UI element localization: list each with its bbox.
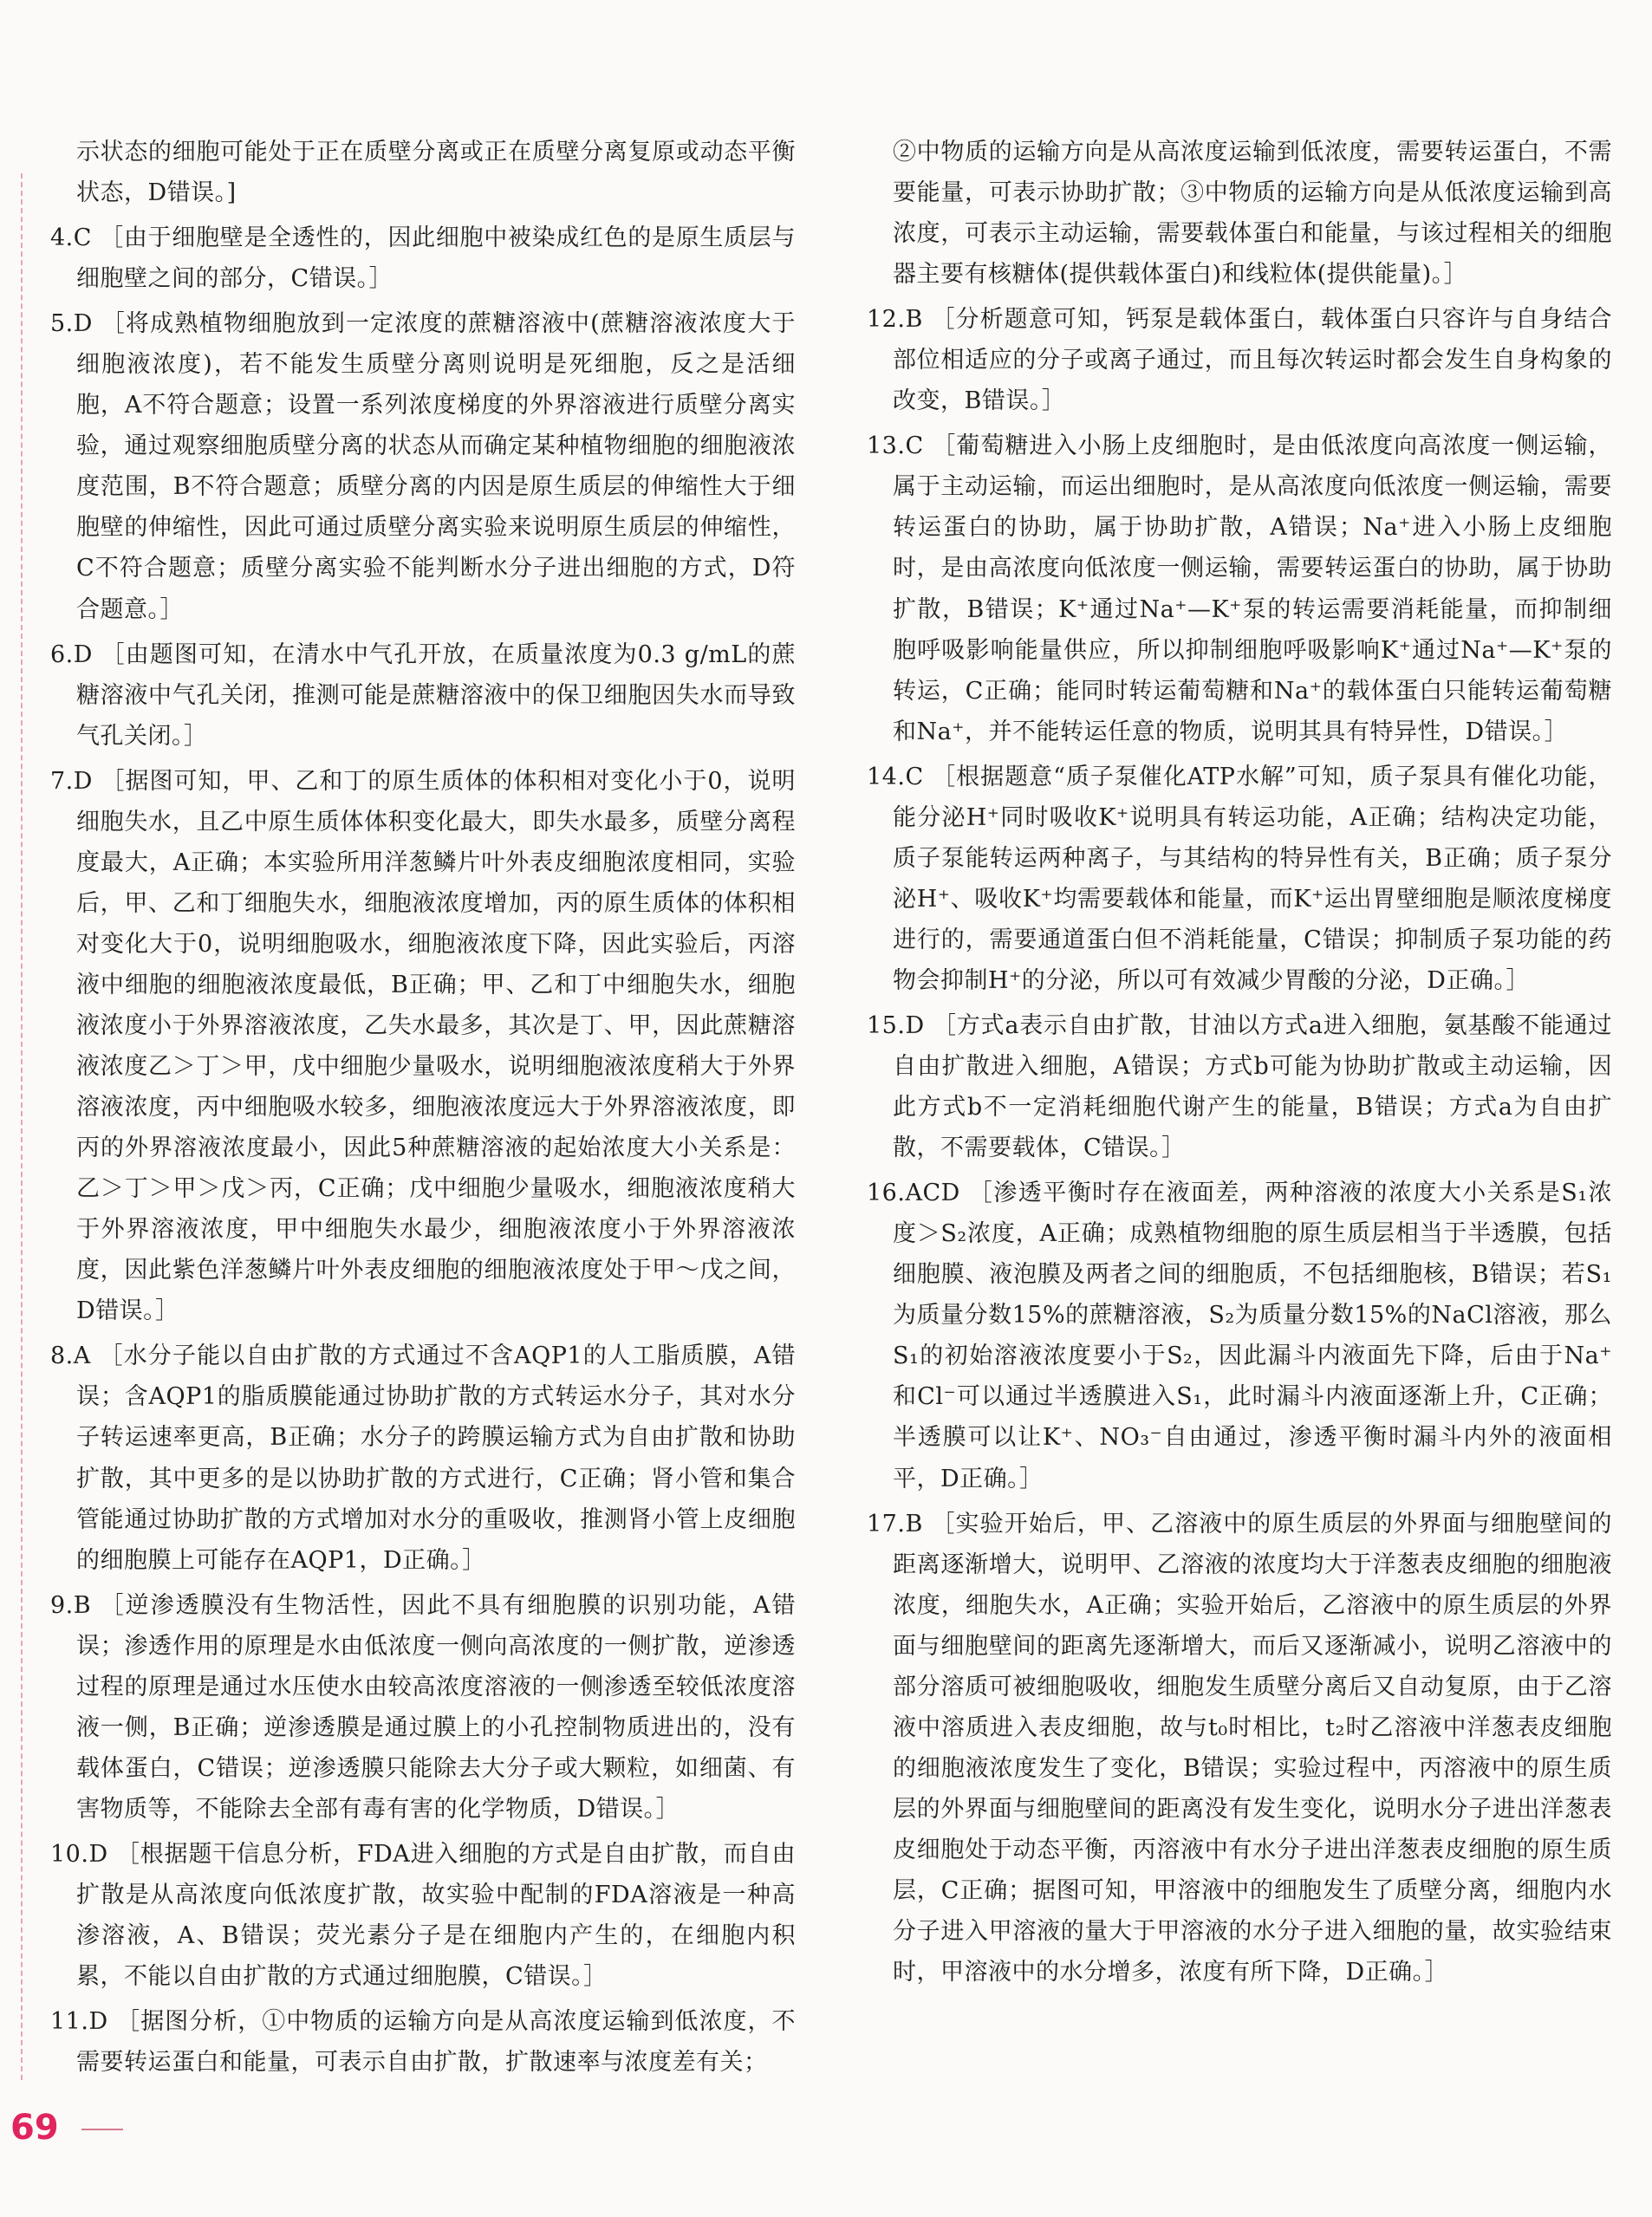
answer-paragraph: 12.B ［分析题意可知，钙泵是载体蛋白，载体蛋白只容许与自身结合部位相适应的分子或离子通过，而且每次转运时都会发生自身构象的改变，B错误。］ xyxy=(867,306,1612,415)
right-column xyxy=(867,132,1612,1993)
answer-paragraph: 6.D ［由题图可知，在清水中气孔开放，在质量浓度为0.3 g/mL的蔗糖溶液中气孔关闭，推测可能是蔗糖溶液中的保卫细胞因失水而导致气孔关闭。］ xyxy=(50,640,796,750)
answer-paragraph: 15.D ［方式a表示自由扩散，甘油以方式a进入细胞，氨基酸不能通过自由扩散进入细胞，A错误；方式b可能为协助扩散或主动运输，因此方式b不一定消耗细胞代谢产生的能量，B错误；方式a为自由扩散，不需要载体，C错误。］ xyxy=(867,1011,1612,1162)
page-number-dash xyxy=(81,2129,123,2130)
answer-paragraph: ②中物质的运输方向是从高浓度运输到低浓度，需要转运蛋白，不需要能量，可表示协助扩散；③中物质的运输方向是从低浓度运输到高浓度，可表示主动运输，需要载体蛋白和能量，与该过程相关的细胞器主要有核糖体(提供载体蛋白)和线粒体(提供能量)。］ xyxy=(893,139,1612,289)
answer-paragraph: 10.D ［根据题干信息分析，FDA进入细胞的方式是自由扩散，而自由扩散是从高浓度向低浓度扩散，故实验中配制的FDA溶液是一种高渗溶液，A、B错误；荧光素分子是在细胞内产生的，在细胞内积累，不能以自由扩散的方式通过细胞膜，C错误。］ xyxy=(50,1840,796,1991)
answer-paragraph: 11.D ［据图分析，①中物质的运输方向是从高浓度运输到低浓度，不需要转运蛋白和能量，可表示自由扩散，扩散速率与浓度差有关； xyxy=(50,2008,796,2077)
page-number: 69 xyxy=(10,2108,59,2148)
binding-margin-line xyxy=(21,173,23,2080)
answer-paragraph: 7.D ［据图可知，甲、乙和丁的原生质体的体积相对变化小于0，说明细胞失水，且乙中原生质体体积变化最大，即失水最多，质壁分离程度最大，A正确；本实验所用洋葱鳞片叶外表皮细胞浓度相同，实验后，甲、乙和丁细胞失水，细胞液浓度增加，丙的原生质体的体积相对变化大于0，说明细胞吸水，细胞液浓度下降，因此实验后，丙溶液中细胞的细胞液浓度最低，B正确；甲、乙和丁中细胞失水，细胞液浓度小于外界溶液浓度，乙失水最多，其次是丁、甲，因此蔗糖溶液浓度乙＞丁＞甲，戊中细胞少量吸水，说明细胞液浓度稍大于外界溶液浓度，丙中细胞吸水较多，细胞液浓度远大于外界溶液浓度，即丙的外界溶液浓度最小，因此5种蔗糖溶液的起始浓度大小关系是：乙＞丁＞甲＞戊＞丙，C正确；戊中细胞少量吸水，细胞液浓度稍大于外界溶液浓度，甲中细胞失水最少，细胞液浓度小于外界溶液浓度，因此紫色洋葱鳞片叶外表皮细胞的细胞液浓度处于甲～戊之间，D错误。］ xyxy=(50,767,796,1325)
answer-paragraph: 5.D ［将成熟植物细胞放到一定浓度的蔗糖溶液中(蔗糖溶液浓度大于细胞液浓度)，若不能发生质壁分离则说明是死细胞，反之是活细胞，A不符合题意；设置一系列浓度梯度的外界溶液进行质壁分离实验，通过观察细胞质壁分离的状态从而确定某种植物细胞的细胞液浓度范围，B不符合题意；质壁分离的内因是原生质层的伸缩性大于细胞壁的伸缩性，因此可通过质壁分离实验来说明原生质层的伸缩性，C不符合题意；质壁分离实验不能判断水分子进出细胞的方式，D符合题意。］ xyxy=(50,310,796,623)
answer-paragraph: 9.B ［逆渗透膜没有生物活性，因此不具有细胞膜的识别功能，A错误；渗透作用的原理是水由低浓度一侧向高浓度的一侧扩散，逆渗透过程的原理是通过水压使水由较高浓度溶液的一侧渗透至较低浓度溶液一侧，B正确；逆渗透膜是通过膜上的小孔控制物质进出的，没有载体蛋白，C错误；逆渗透膜只能除去大分子或大颗粒，如细菌、有害物质等，不能除去全部有毒有害的化学物质，D错误。］ xyxy=(50,1591,796,1823)
answer-paragraph: 8.A ［水分子能以自由扩散的方式通过不含AQP1的人工脂质膜，A错误；含AQP1的脂质膜能通过协助扩散的方式转运水分子，其对水分子转运速率更高，B正确；水分子的跨膜运输方式为自由扩散和协助扩散，其中更多的是以协助扩散的方式进行，C正确；肾小管和集合管能通过协助扩散的方式增加对水分的重吸收，推测肾小管上皮细胞的细胞膜上可能存在AQP1，D正确。］ xyxy=(50,1343,796,1574)
answer-paragraph: 14.C ［根据题意“质子泵催化ATP水解”可知，质子泵具有催化功能，能分泌H⁺同时吸收K⁺说明具有转运功能，A正确；结构决定功能，质子泵能转运两种离子，与其结构的特异性有关，B正确；质子泵分泌H⁺、吸收K⁺均需要载体和能量，而K⁺运出胃壁细胞是顺浓度梯度进行的，需要通道蛋白但不消耗能量，C错误；抑制质子泵功能的药物会抑制H⁺的分泌，所以可有效减少胃酸的分泌，D正确。］ xyxy=(867,763,1612,994)
answer-paragraph: 示状态的细胞可能处于正在质壁分离或正在质壁分离复原或动态平衡状态，D错误。] xyxy=(76,139,796,207)
answer-paragraph: 4.C ［由于细胞壁是全透性的，因此细胞中被染成红色的是原生质层与细胞壁之间的部分，C错误。］ xyxy=(50,224,796,293)
answer-paragraph: 13.C ［葡萄糖进入小肠上皮细胞时，是由低浓度向高浓度一侧运输，属于主动运输，而运出细胞时，是从高浓度向低浓度一侧运输，需要转运蛋白的协助，属于协助扩散，A错误；Na⁺进入小肠上皮细胞时，是由高浓度向低浓度一侧运输，需要转运蛋白的协助，属于协助扩散，B错误；K⁺通过Na⁺—K⁺泵的转运需要消耗能量，而抑制细胞呼吸影响能量供应，所以抑制细胞呼吸影响K⁺通过Na⁺—K⁺泵的转运，C正确；能同时转运葡萄糖和Na⁺的载体蛋白只能转运葡萄糖和Na⁺，并不能转运任意的物质，说明其具有特异性，D错误。］ xyxy=(867,432,1612,745)
left-column xyxy=(50,132,796,2083)
answer-paragraph: 17.B ［实验开始后，甲、乙溶液中的原生质层的外界面与细胞壁间的距离逐渐增大，说明甲、乙溶液的浓度均大于洋葱表皮细胞的细胞液浓度，细胞失水，A正确；实验开始后，乙溶液中的原生质层的外界面与细胞壁间的距离先逐渐增大，而后又逐渐减小，说明乙溶液中的部分溶质可被细胞吸收，细胞发生质壁分离后又自动复原，由于乙溶液中溶质进入表皮细胞，故与t₀时相比，t₂时乙溶液中洋葱表皮细胞的细胞液浓度发生了变化，B错误；实验过程中，丙溶液中的原生质层的外界面与细胞壁间的距离没有发生变化，说明水分子进出洋葱表皮细胞处于动态平衡，丙溶液中有水分子进出洋葱表皮细胞的原生质层，C正确；据图可知，甲溶液中的细胞发生了质壁分离，细胞内水分子进入甲溶液的量大于甲溶液的水分子进入细胞的量，故实验结束时，甲溶液中的水分增多，浓度有所下降，D正确。］ xyxy=(867,1510,1612,1986)
answer-paragraph: 16.ACD ［渗透平衡时存在液面差，两种溶液的浓度大小关系是S₁浓度＞S₂浓度，A正确；成熟植物细胞的原生质层相当于半透膜，包括细胞膜、液泡膜及两者之间的细胞质，不包括细胞核，B错误；若S₁为质量分数15%的蔗糖溶液，S₂为质量分数15%的NaCl溶液，那么S₁的初始溶液浓度要小于S₂，因此漏斗内液面先下降，后由于Na⁺和Cl⁻可以通过半透膜进入S₁，此时漏斗内液面逐渐上升，C正确；半透膜可以让K⁺、NO₃⁻自由通过，渗透平衡时漏斗内外的液面相平，D正确。］ xyxy=(867,1180,1612,1492)
